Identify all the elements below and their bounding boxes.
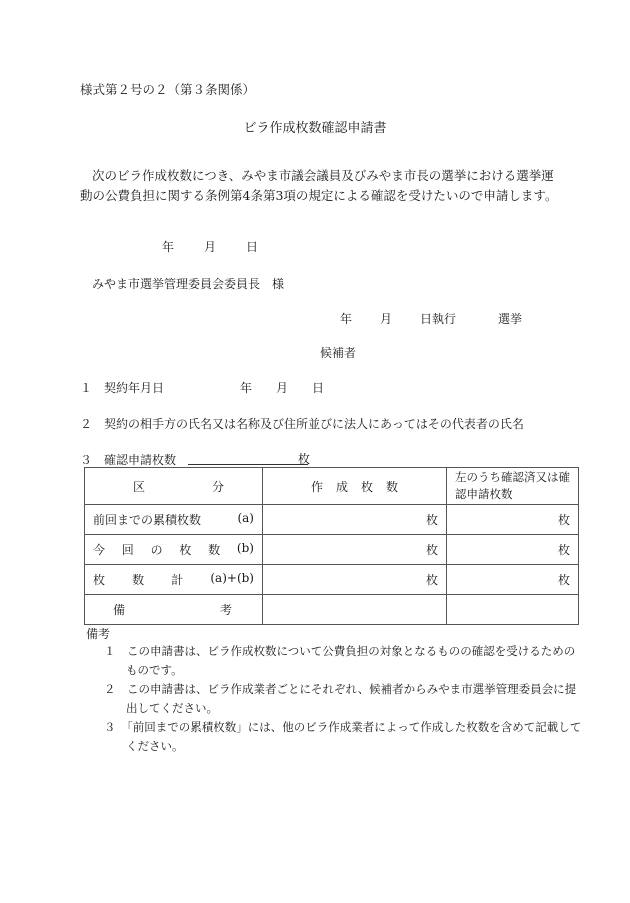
produced-cell[interactable] — [263, 505, 447, 535]
row-label-suffix: (b) — [236, 541, 254, 555]
row-label-char: 回 — [121, 543, 134, 557]
item-number: １ — [80, 381, 93, 395]
row-label-suffix: (a) — [237, 511, 254, 525]
note-number: １ — [104, 644, 116, 658]
confirmed-unit: 枚 — [557, 513, 570, 527]
note-item — [100, 718, 582, 756]
header-category-char: 分 — [211, 479, 224, 494]
header-produced-char: 枚 — [360, 479, 373, 494]
notes-heading: 備考 — [86, 627, 111, 641]
note-item — [100, 642, 582, 680]
note-text: この申請書は、ビラ作成業者ごとにそれぞれ、候補者からみやま市選挙管理委員会に提出してください。 — [126, 682, 577, 715]
confirmed-cell[interactable] — [447, 535, 579, 565]
exec-month-label: 月 — [380, 312, 393, 326]
header-produced-char: 成 — [335, 479, 348, 494]
date-year-label: 年 — [162, 240, 175, 254]
item-number: ３ — [80, 453, 93, 467]
addressee: みやま市選挙管理委員会委員長 様 — [92, 277, 285, 291]
contract-day-label: 日 — [312, 381, 325, 395]
table-row-remarks — [85, 595, 579, 625]
remarks-cell[interactable] — [447, 595, 579, 625]
header-produced-char: 作 — [311, 479, 324, 494]
contract-month-label: 月 — [276, 381, 289, 395]
item-label: 契約年月日 — [104, 381, 165, 395]
remarks-label — [85, 595, 263, 625]
note-text: 「前回までの累積枚数」には、他のビラ作成業者によって作成した枚数を含めて記載してください。 — [126, 720, 582, 753]
row-label-char: 数 — [132, 573, 145, 587]
item-number: ２ — [80, 417, 93, 431]
produced-cell[interactable] — [263, 565, 447, 595]
confirmed-cell[interactable] — [447, 565, 579, 595]
note-number: ２ — [104, 682, 116, 696]
remarks-cell[interactable] — [263, 595, 447, 625]
intro-paragraph: 次のビラ作成枚数につき、みやま市議会議員及びみやま市長の選挙における選挙運動の公費負担に関する条例第4条第3項の規定による確認を受けたいので申請します。 — [80, 168, 558, 203]
remarks-label-char: 備 — [113, 603, 126, 617]
header-confirmed — [447, 468, 579, 505]
produced-unit: 枚 — [425, 513, 438, 527]
table-row — [85, 565, 579, 595]
table-row — [85, 535, 579, 565]
note-text: この申請書は、ビラ作成枚数について公費負担の対象となるものの確認を受けるためのものです。 — [126, 644, 576, 677]
row-label-char: 枚 — [179, 543, 192, 557]
row-label-char: の — [150, 543, 163, 557]
contract-year-label: 年 — [240, 381, 253, 395]
date-month-label: 月 — [204, 240, 217, 254]
date-day-label: 日 — [246, 240, 259, 254]
item-label: 確認申請枚数 — [104, 453, 177, 467]
confirmed-unit: 枚 — [557, 543, 570, 557]
note-item — [100, 680, 582, 718]
row-label — [85, 535, 263, 565]
exec-day-label: 日執行 — [420, 312, 457, 326]
table-row — [85, 505, 579, 535]
note-number: ３ — [104, 720, 116, 734]
exec-year-label: 年 — [340, 312, 353, 326]
row-label-char: 今 — [93, 543, 106, 557]
produced-cell[interactable] — [263, 535, 447, 565]
confirmed-cell[interactable] — [447, 505, 579, 535]
row-label-char: 数 — [208, 543, 221, 557]
header-category-char: 区 — [133, 479, 146, 494]
produced-unit: 枚 — [425, 543, 438, 557]
document-title: ビラ作成枚数確認申請書 — [243, 121, 387, 136]
item-label: 契約の相手方の氏名又は名称及び住所並びに法人にあってはその代表者の氏名 — [104, 417, 524, 431]
row-label-suffix: (a)+(b) — [210, 571, 254, 585]
row-label-char: 枚 — [93, 573, 106, 587]
request-count-field[interactable] — [188, 464, 308, 465]
table-header-row — [85, 468, 579, 505]
confirmed-unit: 枚 — [557, 573, 570, 587]
candidate-label: 候補者 — [320, 346, 357, 360]
row-label — [85, 505, 263, 535]
sheet-count-table — [84, 467, 579, 625]
form-number: 様式第２号の２（第３条関係） — [80, 82, 256, 97]
header-produced — [263, 468, 447, 505]
remarks-label-char: 考 — [219, 603, 232, 617]
header-produced-char: 数 — [385, 479, 398, 494]
row-label-char: 計 — [171, 573, 184, 587]
request-count-unit: 枚 — [298, 452, 311, 466]
row-label-main: 前回までの累積枚数 — [93, 513, 202, 527]
header-category — [85, 468, 263, 505]
header-confirmed-text: 左のうち確認済又は確認申請枚数 — [455, 470, 570, 501]
produced-unit: 枚 — [425, 573, 438, 587]
exec-election-label: 選挙 — [498, 312, 523, 326]
row-label — [85, 565, 263, 595]
